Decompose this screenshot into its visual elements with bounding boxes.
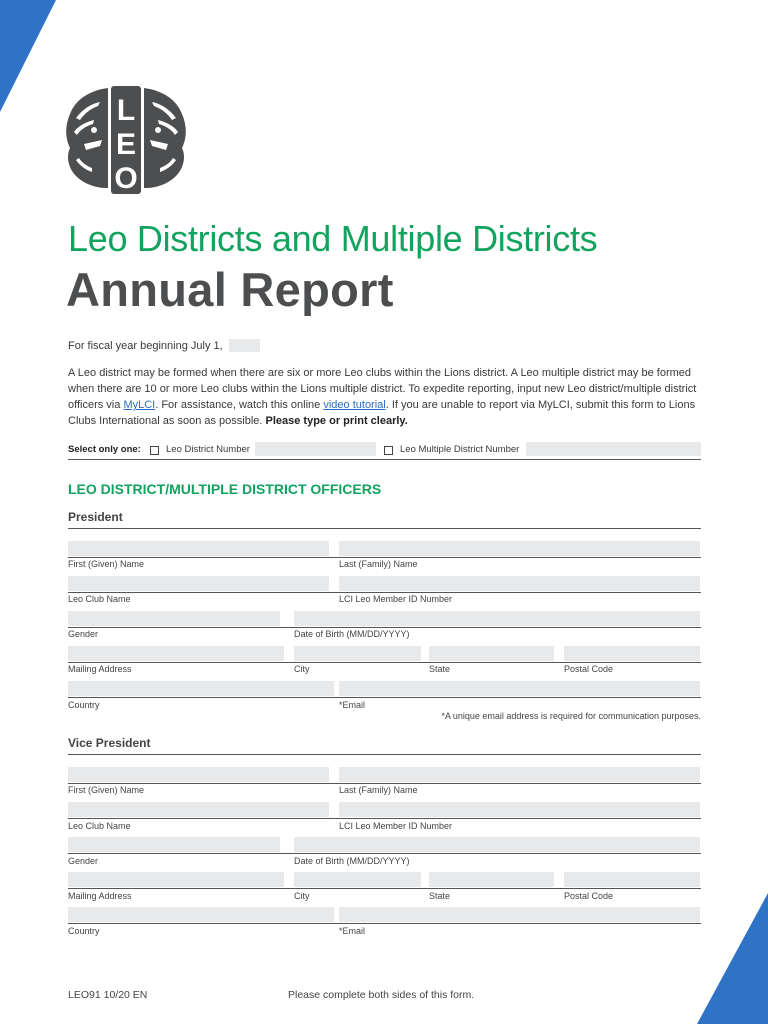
president-city-field[interactable] <box>294 646 421 661</box>
president-city-label: City <box>294 664 310 674</box>
vp-member-id-label: LCI Leo Member ID Number <box>339 821 453 831</box>
field-underline <box>68 783 701 784</box>
vp-club-name-label: Leo Club Name <box>68 821 131 831</box>
section-title: LEO DISTRICT/MULTIPLE DISTRICT OFFICERS <box>68 481 382 497</box>
vp-gender-field[interactable] <box>68 837 280 852</box>
field-underline <box>68 923 701 924</box>
page-title-line1: Leo Districts and Multiple Districts <box>68 218 598 259</box>
select-label: Select only one: <box>68 444 141 455</box>
video-tutorial-link[interactable]: video tutorial <box>323 399 386 411</box>
leo-multiple-district-number-field[interactable] <box>526 442 701 456</box>
president-member-id-field[interactable] <box>339 576 700 591</box>
corner-triangle-top-left <box>0 0 56 112</box>
form-code: LEO91 10/20 EN <box>68 989 148 1001</box>
field-underline <box>68 662 701 663</box>
president-gender-label: Gender <box>68 629 99 639</box>
svg-text:E: E <box>115 128 137 161</box>
vp-address-label: Mailing Address <box>68 891 132 901</box>
leo-multiple-district-checkbox[interactable] <box>384 446 393 455</box>
logo-letters: L <box>116 94 136 127</box>
leo-logo <box>62 84 190 196</box>
vp-city-field[interactable] <box>294 872 421 887</box>
president-gender-field[interactable] <box>68 611 280 626</box>
vp-postal-label: Postal Code <box>564 891 614 901</box>
field-underline <box>68 557 701 558</box>
president-state-field[interactable] <box>429 646 554 661</box>
president-state-label: State <box>429 664 451 674</box>
mylci-link[interactable]: MyLCI <box>123 399 156 411</box>
svg-text:O: O <box>114 162 138 195</box>
vp-state-label: State <box>429 891 451 901</box>
vp-dob-label: Date of Birth (MM/DD/YYYY) <box>294 856 410 866</box>
president-country-field[interactable] <box>68 681 334 696</box>
district-type-select <box>68 441 701 459</box>
field-underline <box>68 818 701 819</box>
president-email-field[interactable] <box>339 681 700 696</box>
vp-email-field[interactable] <box>339 907 700 922</box>
fiscal-year-label: For fiscal year beginning July 1, <box>68 340 223 352</box>
president-member-id-label: LCI Leo Member ID Number <box>339 594 453 604</box>
president-postal-label: Postal Code <box>564 664 614 674</box>
vp-address-field[interactable] <box>68 872 284 887</box>
field-underline <box>68 853 701 854</box>
vp-dob-field[interactable] <box>294 837 700 852</box>
president-last-name-field[interactable] <box>339 541 700 556</box>
vp-last-name-field[interactable] <box>339 767 700 782</box>
vp-country-field[interactable] <box>68 907 334 922</box>
vp-first-name-field[interactable] <box>68 767 329 782</box>
field-underline <box>68 697 701 698</box>
vp-first-name-label: First (Given) Name <box>68 785 145 795</box>
president-address-field[interactable] <box>68 646 284 661</box>
president-first-name-field[interactable] <box>68 541 329 556</box>
president-country-label: Country <box>68 700 100 710</box>
divider <box>68 459 701 460</box>
leo-multiple-district-label: Leo Multiple District Number <box>400 444 520 455</box>
vice-president-heading: Vice President <box>68 736 151 750</box>
intro-paragraph: A Leo district may be formed when there are six or more Leo clubs within the Lions district. A Leo multiple district may be formed when there are 10 or more Leo clubs within the Lions multiple district. To expedite reporting, input new Leo district/multiple district officers via MyLCI. For assistance, watch this online video tutorial. If you are unable to report via MyLCI, submit this form to Lions Clubs International as soon as possible. Please type or print clearly. <box>68 367 697 427</box>
corner-triangle-bottom-right <box>697 893 768 1024</box>
vp-country-label: Country <box>68 926 100 936</box>
president-heading: President <box>68 510 123 524</box>
fiscal-year-field[interactable] <box>229 339 260 352</box>
divider <box>68 528 701 529</box>
vp-email-label: *Email <box>339 926 366 936</box>
president-address-label: Mailing Address <box>68 664 132 674</box>
president-club-name-label: Leo Club Name <box>68 594 131 604</box>
president-dob-label: Date of Birth (MM/DD/YYYY) <box>294 629 410 639</box>
vp-member-id-field[interactable] <box>339 802 700 817</box>
president-last-name-label: Last (Family) Name <box>339 559 418 569</box>
email-note: *A unique email address is required for communication purposes. <box>441 711 701 721</box>
field-underline <box>68 592 701 593</box>
vp-postal-field[interactable] <box>564 872 700 887</box>
president-club-name-field[interactable] <box>68 576 329 591</box>
president-postal-field[interactable] <box>564 646 700 661</box>
page-title-line2: Annual Report <box>66 263 394 316</box>
vp-city-label: City <box>294 891 310 901</box>
field-underline <box>68 627 701 628</box>
vp-last-name-label: Last (Family) Name <box>339 785 418 795</box>
footer-note: Please complete both sides of this form. <box>288 989 475 1001</box>
vp-club-name-field[interactable] <box>68 802 329 817</box>
president-first-name-label: First (Given) Name <box>68 559 145 569</box>
field-underline <box>68 888 701 889</box>
vp-state-field[interactable] <box>429 872 554 887</box>
divider <box>68 754 701 755</box>
leo-district-checkbox[interactable] <box>150 446 159 455</box>
leo-district-label: Leo District Number <box>166 444 250 455</box>
fiscal-year-line <box>68 339 260 352</box>
vp-gender-label: Gender <box>68 856 99 866</box>
leo-district-number-field[interactable] <box>255 442 376 456</box>
president-email-label: *Email <box>339 700 366 710</box>
president-dob-field[interactable] <box>294 611 700 626</box>
